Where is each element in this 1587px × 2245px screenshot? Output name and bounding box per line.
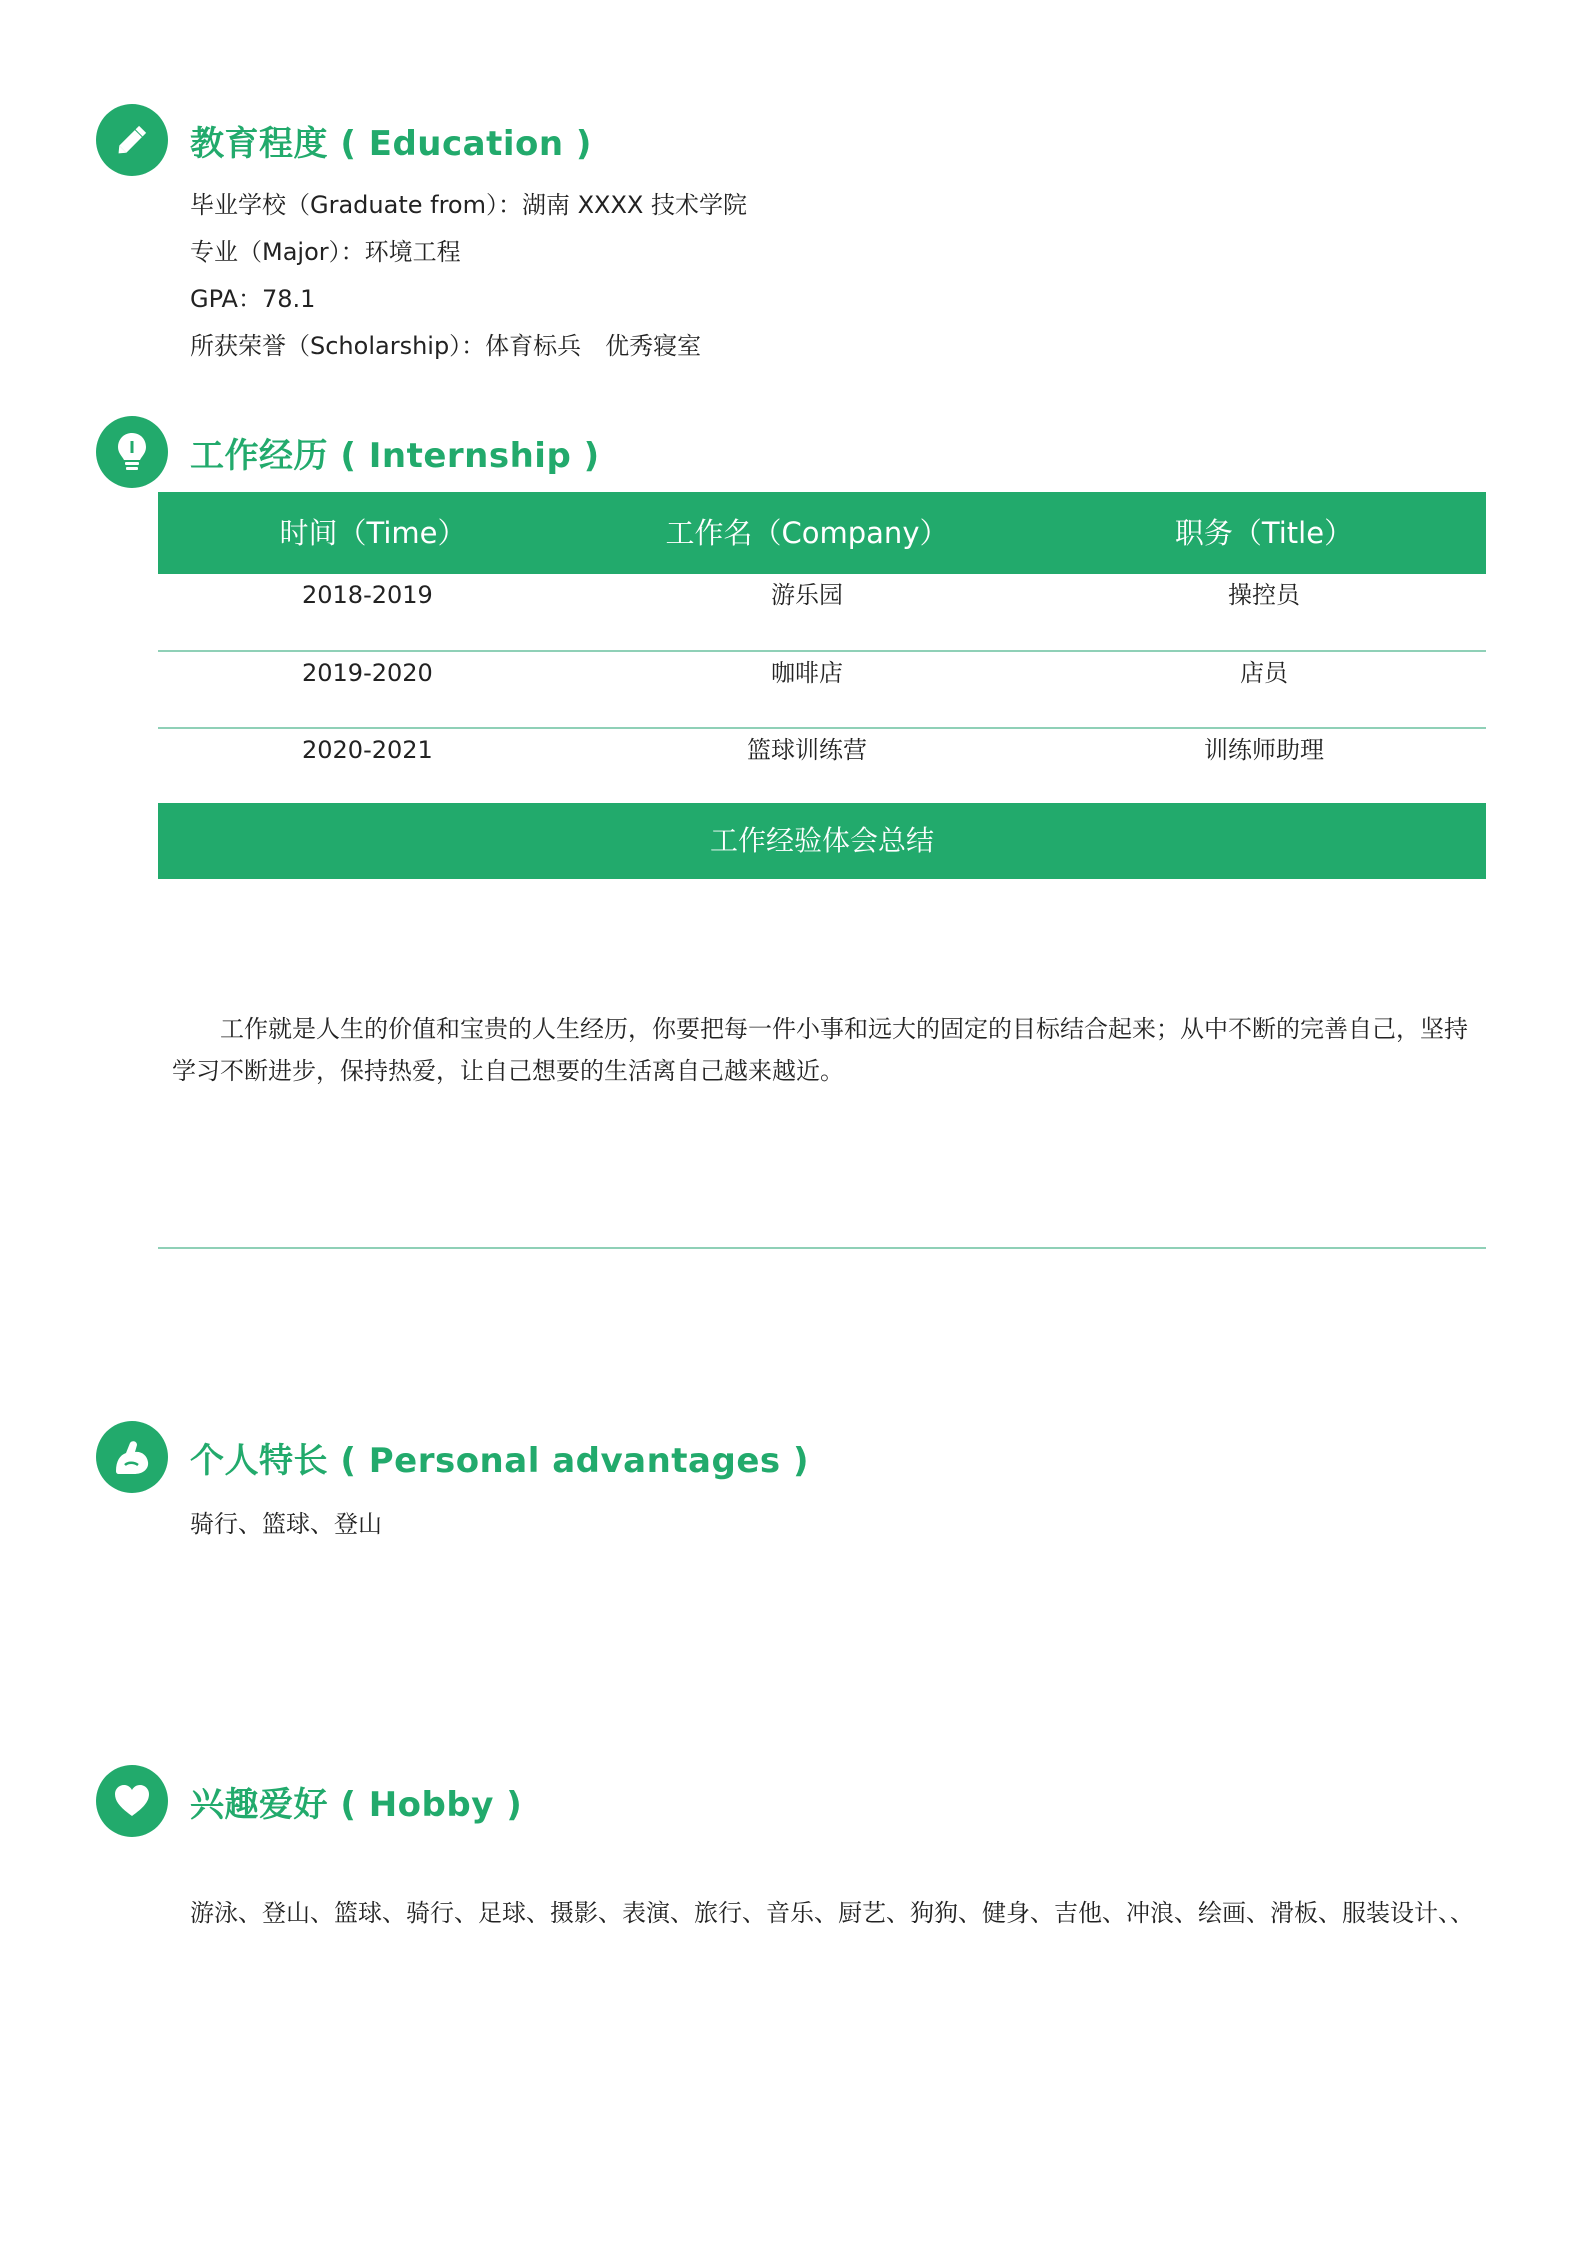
lightbulb-icon [96, 416, 168, 488]
hobby-text: 游泳、登山、篮球、骑行、足球、摄影、表演、旅行、音乐、厨艺、狗狗、健身、吉他、冲浪、绘画、滑板、服装设计、、 [190, 1899, 1474, 1927]
table-row [158, 652, 1486, 728]
table-cell-company: 咖啡店 [771, 659, 843, 687]
advantages-title: 个人特长 ( Personal advantages ) [190, 1440, 809, 1481]
table-cell-title: 操控员 [1228, 581, 1300, 609]
summary-divider [158, 1247, 1486, 1249]
hobby-title: 兴趣爱好 ( Hobby ) [190, 1784, 523, 1825]
advantages-text: 骑行、篮球、登山 [190, 1510, 382, 1538]
column-header-time: 时间（Time） [279, 516, 467, 550]
advantages-header [96, 1421, 809, 1493]
table-row [158, 729, 1486, 805]
table-cell-time: 2019-2020 [302, 659, 433, 687]
gpa: GPA：78.1 [190, 285, 316, 313]
flexed-arm-icon [96, 1421, 168, 1493]
table-cell-title: 店员 [1240, 659, 1288, 687]
education-title: 教育程度 ( Education ) [190, 123, 592, 164]
internship-header [96, 416, 600, 488]
column-header-company: 工作名（Company） [665, 516, 949, 550]
honors: 所获荣誉（Scholarship）：体育标兵 优秀寝室 [190, 332, 702, 360]
table-row [158, 574, 1486, 650]
work-summary-text: 工作就是人生的价值和宝贵的人生经历，你要把每一件小事和远大的固定的目标结合起来；从中不断的完善自己，坚持学习不断进步，保持热爱，让自己想要的生活离自己越来越近。 [172, 1015, 1468, 1085]
internship-title: 工作经历 ( Internship ) [190, 435, 600, 476]
hobby-header [96, 1765, 522, 1837]
pencil-icon [96, 104, 168, 176]
graduate-school: 毕业学校（Graduate from）：湖南 XXXX 技术学院 [190, 191, 748, 219]
internship-table-header [158, 492, 1486, 574]
work-summary-heading: 工作经验体会总结 [158, 803, 1486, 879]
table-cell-title: 训练师助理 [1204, 736, 1324, 764]
major: 专业（Major）：环境工程 [190, 238, 461, 266]
column-header-title: 职务（Title） [1174, 516, 1354, 550]
table-cell-company: 篮球训练营 [747, 736, 867, 764]
table-cell-time: 2020-2021 [302, 736, 433, 764]
heart-icon [96, 1765, 168, 1837]
table-cell-time: 2018-2019 [302, 581, 433, 609]
education-header [96, 104, 592, 176]
table-cell-company: 游乐园 [771, 581, 843, 609]
